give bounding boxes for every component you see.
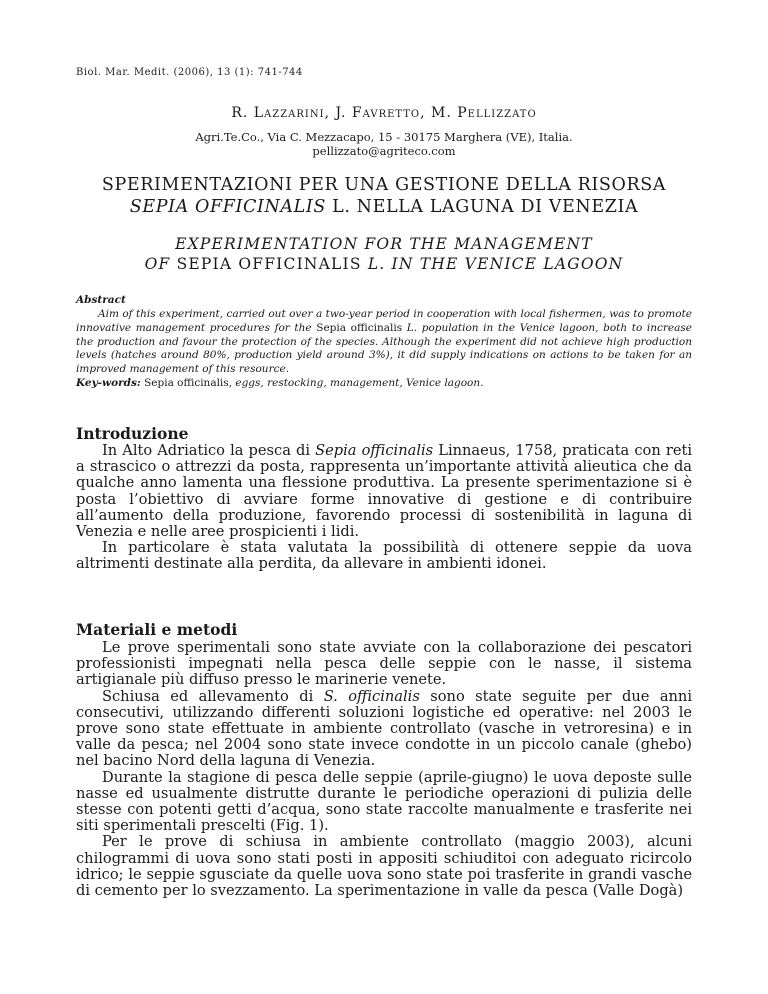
paragraph-text: In Alto Adriatico la pesca di [102,442,316,459]
title-english [0,234,768,274]
title-italian-species: SEPIA OFFICINALIS [129,197,326,217]
title-italian-line-2-rest: L. NELLA LAGUNA DI VENEZIA [325,197,639,217]
author-2: J. Favretto, [335,105,426,121]
author-3: M. Pellizzato [431,105,537,121]
section-heading-introduzione: Introduzione [76,424,189,443]
title-italian-line-2 [0,196,768,218]
author-1: R. Lazzarini, [231,105,331,121]
abstract-heading: Abstract [76,294,126,306]
section-body-materiali [76,640,692,899]
paragraph-text: Schiusa ed allevamento di [102,687,324,705]
species-name: Sepia officinalis [315,442,434,459]
affiliation-email: pellizzato@agriteco.com [312,144,456,158]
author-list [0,105,768,121]
keywords-label: Key-words: [76,377,141,389]
affiliation-address: Agri.Te.Co., Via C. Mezzacapo, 15 - 30175 Marghera (VE), Italia. [195,130,573,144]
species-name: S. officinalis [323,687,420,705]
section-heading-materiali: Materiali e metodi [76,620,238,639]
abstract-species: Sepia officinalis [316,321,403,334]
title-english-species: SEPIA OFFICINALIS [176,255,362,273]
paragraph [76,443,692,540]
title-english-line-1: EXPERIMENTATION FOR THE MANAGEMENT [175,235,593,253]
title-italian-line-1: SPERIMENTAZIONI PER UNA GESTIONE DELLA RISORSA [101,175,667,195]
abstract-part-1: Aim of this experiment, carried out over a two-year period in cooperation with local fishermen, was to promote innovative management procedures for the [76,308,692,334]
journal-reference: Biol. Mar. Medit. (2006), 13 (1): 741-744 [76,67,303,78]
title-english-line-2-rest: L. IN THE VENICE LAGOON [361,255,624,273]
paragraph: Per le prove di schiusa in ambiente controllato (maggio 2003), alcuni chilogrammi di uova sono stati posti in appositi schiuditoi con adeguato ricircolo idrico; le seppie sgusciate da quelle uova sono state poi trasferite in grandi vasche di cemento per lo svezzamento. La sperimentazione in valle da pesca (Valle Dogà) [76,833,692,900]
paragraph: Durante la stagione di pesca delle seppie (aprile-giugno) le uova deposte sulle nasse ed usualmente distrutte durante le periodiche operazioni di pulizia delle stesse con potenti getti d’acqua, sono state raccolte manualmente e trasferite nei siti sperimentali prescelti (Fig. 1). [76,768,692,835]
paragraph [76,689,692,770]
section-body-introduzione [76,443,692,573]
title-italian [0,174,768,218]
affiliation [0,130,768,158]
abstract-text [76,308,692,377]
paragraph: Le prove sperimentali sono state avviate con la collaborazione dei pescatori professionisti impegnati nella pesca delle seppie con le nasse, il sistema artigianale più diffuso presso le marinerie venete. [76,639,692,689]
keywords-rest: , eggs, restocking, management, Venice lagoon. [228,377,484,389]
paragraph: In particolare è stata valutata la possibilità di ottenere seppie da uova altrimenti destinate alla perdita, da allevare in ambienti idonei. [76,539,692,573]
title-english-line-2 [0,254,768,274]
paragraph-text: sono state seguite per due anni consecutivi, utilizzando differenti soluzioni logistiche ed operative: nel 2003 le prove sono state effettuate in ambiente controllato (vasche in vetroresina) e in valle da pesca; nel 2004 sono state invece condotte in un piccolo canale (ghebo) nel bacino Nord della laguna di Venezia. [76,687,692,770]
keywords-species: Sepia officinalis [144,377,229,389]
title-english-of: OF [144,255,177,273]
keywords [76,377,692,389]
paragraph-text: Linnaeus, 1758, praticata con reti a strascico o attrezzi da posta, rappresenta un’importante attività alieutica che da qualche anno lamenta una flessione produttiva. La presente sperimentazione si è posta l’obiettivo di avviare forme innovative di gestione e di contribuire all’aumento della produzione, favorendo processi di sostenibilità in laguna di Venezia e nelle aree prospicienti i lidi. [76,442,692,541]
abstract-part-2: L. population in the Venice lagoon, both to increase the production and favour the protection of the species. Although the experiment did not achieve high production levels (hatches around 80%, production yield around 3%), it did supply indications on actions to be taken for an improved management of this resource. [76,321,693,376]
